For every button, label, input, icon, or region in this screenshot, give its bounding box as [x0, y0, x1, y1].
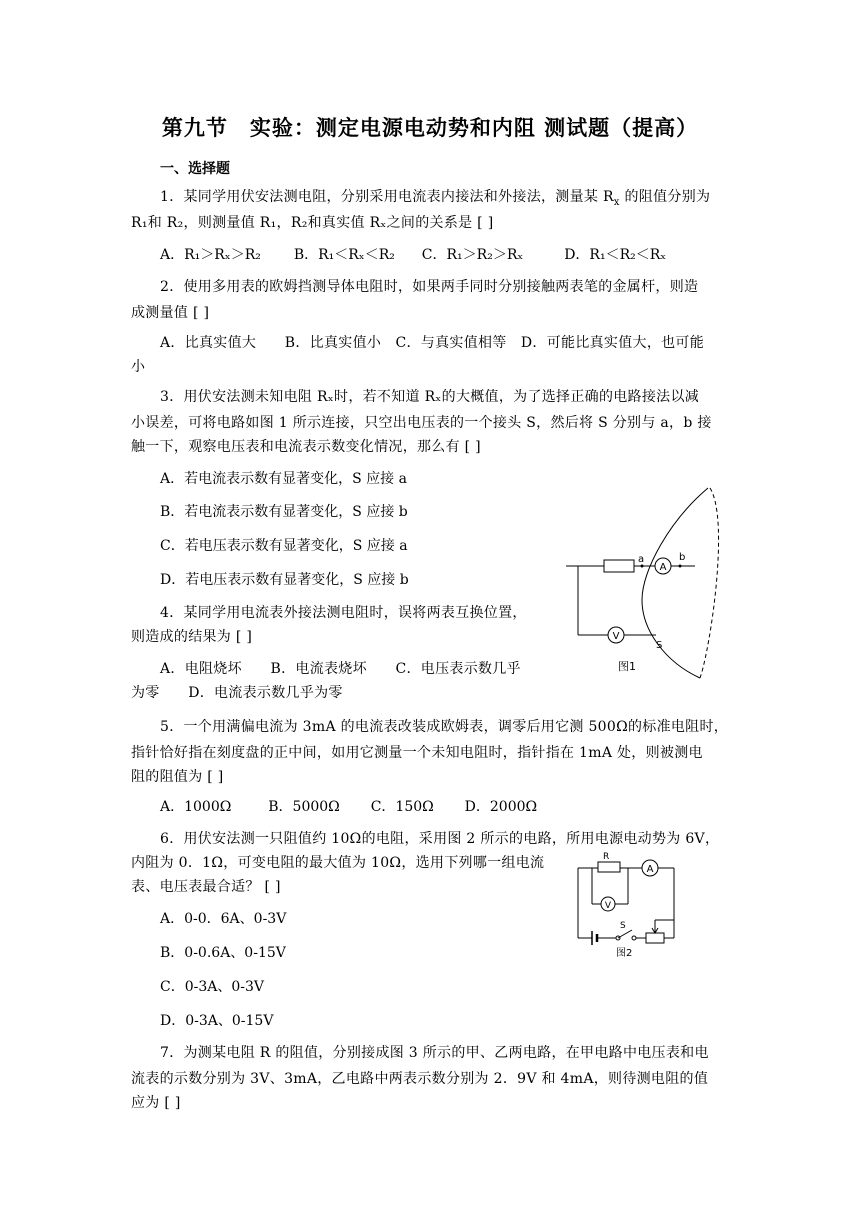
fig2-caption: 图2: [616, 948, 633, 958]
q3-option-d: D．若电压表示数有显著变化，S 应接 b: [160, 572, 409, 588]
question-7-line-2: 流表的示数分别为 3V、3mA，乙电路中两表示数分别为 2．9V 和 4mA，则待测电阻的值: [131, 1071, 709, 1087]
q1-option-b: B．R₁＜Rₓ＜R₂: [293, 247, 395, 263]
q3-option-a: A．若电流表示数有显著变化，S 应接 a: [160, 471, 407, 487]
q3-option-b: B．若电流表示数有显著变化，S 应接 b: [160, 504, 408, 520]
question-6-line-3: 表、电压表最合适？ [ ]: [131, 879, 281, 895]
fig1-resistor: [604, 560, 634, 572]
question-3-line-3: 触一下，观察电压表和电流表示数变化情况，那么有 [ ]: [131, 439, 481, 455]
question-7-line-3: 应为 [ ]: [131, 1095, 181, 1111]
question-5-line-1: 5．一个用满偏电流为 3mA 的电流表改装成欧姆表，调零后用它测 500Ω的标准电阻时，: [160, 719, 729, 735]
fig2-ammeter-label: A: [646, 864, 654, 875]
fig1-voltmeter-label: V: [612, 631, 620, 642]
q6-option-b: B．0-0.6A、0-15V: [160, 945, 286, 961]
fig1-arc-dashed: [700, 488, 719, 678]
question-2-options-line-2: 小: [131, 359, 146, 375]
question-3-line-1: 3．用伏安法测未知电阻 Rₓ时，若不知道 Rₓ的大概值，为了选择正确的电路接法以减: [160, 389, 700, 405]
fig2-label-r: R: [603, 852, 610, 862]
question-4-options-line-2: 为零 D．电流表示数几乎为零: [131, 685, 343, 701]
q5-option-a: A．1000Ω: [160, 799, 232, 815]
fig2-voltmeter-label: V: [604, 901, 612, 911]
fig1-label-b: b: [679, 552, 686, 563]
figure-1-circuit: [560, 480, 720, 680]
fig1-node-b: [679, 565, 682, 568]
section-heading: 一、选择题: [160, 161, 230, 177]
page-title: 第九节 实验：测定电源电动势和内阻 测试题（提高）: [161, 116, 699, 140]
q1-option-c: C．R₁＞R₂＞Rₓ: [421, 247, 524, 263]
fig1-caption: 图1: [618, 660, 636, 673]
fig2-switch-lever: [618, 930, 632, 938]
question-5-line-3: 阻的阻值为 [ ]: [131, 769, 224, 785]
question-4-line-1: 4．某同学用电流表外接法测电阻时，误将两表互换位置，: [160, 605, 527, 621]
fig1-label-a: a: [638, 554, 645, 565]
question-5-options: [160, 794, 537, 820]
question-2-line-2: 成测量值 [ ]: [131, 305, 210, 321]
q5-option-d: D．2000Ω: [464, 799, 538, 815]
fig2-switch-pin-2: [632, 936, 636, 940]
figure-2-circuit: [570, 848, 690, 958]
q6-option-a: A．0-0．6A、0-3V: [160, 911, 287, 927]
question-2-line-1: 2．使用多用表的欧姆挡测导体电阻时，如果两手同时分别接触两表笔的金属杆，则造: [160, 279, 699, 295]
question-3-line-2: 小误差，可将电路如图 1 所示连接，只空出电压表的一个接头 S，然后将 S 分别与 a，b 接: [131, 415, 712, 431]
question-6-line-2: 内阻为 0．1Ω，可变电阻的最大值为 10Ω，选用下列哪一组电流: [131, 855, 545, 871]
fig1-ammeter-label: A: [659, 562, 667, 573]
question-2-options-line-1: A．比真实值大 B．比真实值小 C．与真实值相等 D．可能比真实值大，也可能: [160, 335, 705, 351]
question-1-line-1: 1．某同学用伏安法测电阻，分别采用电流表内接法和外接法，测量某 $R_x$ 的阻值分别为: [160, 189, 711, 208]
question-6-line-1: 6．用伏安法测一只阻值约 10Ω的电阻，采用图 2 所示的电路，所用电源电动势为 6V，: [160, 831, 720, 847]
fig1-arc-solid: [642, 488, 708, 678]
question-1-line-2: R₁和 R₂，则测量值 R₁，R₂和真实值 Rₓ之间的关系是 [ ]: [131, 215, 494, 231]
fig2-rheostat: [646, 933, 664, 943]
question-5-line-2: 指针恰好指在刻度盘的正中间，如用它测量一个未知电阻时，指针指在 1mA 处，则被测电: [131, 745, 703, 761]
q3-option-c: C．若电压表示数有显著变化，S 应接 a: [160, 538, 408, 554]
q1-option-a: A．R₁＞Rₓ＞R₂: [160, 247, 261, 263]
question-7-line-1: 7．为测某电阻 R 的阻值，分别接成图 3 所示的甲、乙两电路，在甲电路中电压表和电: [160, 1045, 709, 1061]
fig2-resistor: [598, 862, 620, 872]
q1-option-d: D．R₁＜R₂＜Rₓ: [564, 247, 667, 263]
question-1-options: [160, 242, 720, 268]
q5-option-c: C．150Ω: [370, 799, 434, 815]
q6-option-c: C．0-3A、0-3V: [160, 979, 265, 995]
question-4-line-2: 则造成的结果为 [ ]: [131, 629, 253, 645]
fig1-label-s: S: [656, 640, 663, 651]
question-4-options-line-1: A．电阻烧坏 B．电流表烧坏 C．电压表示数几乎: [160, 661, 521, 677]
q5-option-b: B．5000Ω: [268, 799, 340, 815]
q6-option-d: D．0-3A、0-15V: [160, 1013, 274, 1029]
fig2-label-s: S: [620, 921, 626, 931]
